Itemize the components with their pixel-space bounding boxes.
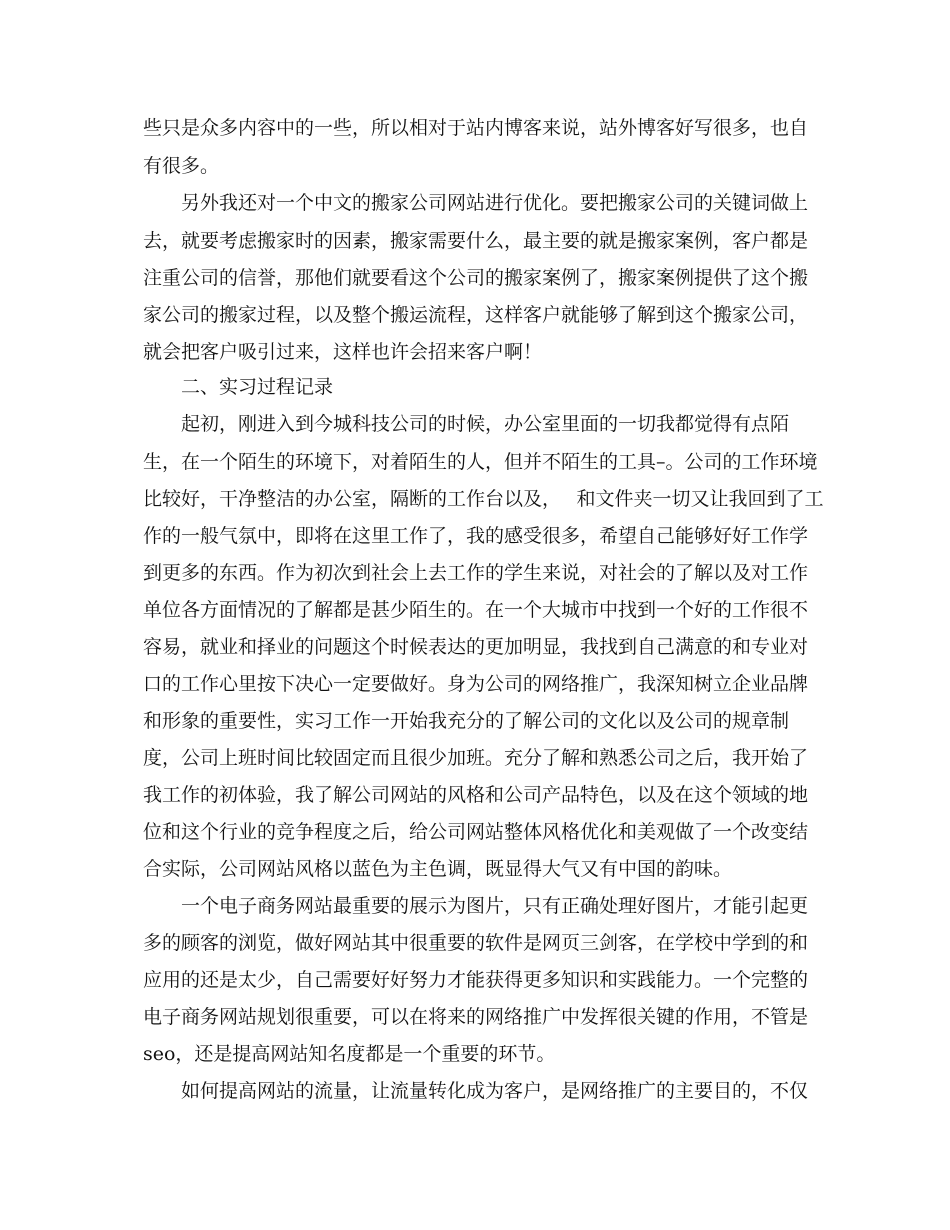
- text-line: seo，还是提高网站知名度都是一个重要的环节。: [143, 1043, 556, 1065]
- text-line: 到更多的东西。作为初次到社会上去工作的学生来说，对社会的了解以及对工作: [143, 562, 809, 584]
- paragraph-first-line: 另外我还对一个中文的搬家公司网站进行优化。要把搬家公司的关键词做上: [181, 192, 809, 214]
- text-line: 口的工作心里按下决心一定要做好。身为公司的网络推广，我深知树立企业品牌: [143, 673, 809, 695]
- paragraph-first-line: 起初，刚进入到今城科技公司的时候，办公室里面的一切我都觉得有点陌: [181, 413, 790, 435]
- text-line: 位和这个行业的竞争程度之后，给公司网站整体风格优化和美观做了一个改变结: [143, 821, 809, 843]
- text-line: 我工作的初体验，我了解公司网站的风格和公司产品特色，以及在这个领域的地: [143, 784, 809, 806]
- text-line: 和形象的重要性，实习工作一开始我充分的了解公司的文化以及公司的规章制: [143, 710, 790, 732]
- text-line: 应用的还是太少，自己需要好好努力才能获得更多知识和实践能力。一个完整的: [143, 969, 809, 991]
- text-line: 些只是众多内容中的一些，所以相对于站内博客来说，站外博客好写很多，也自: [143, 117, 809, 139]
- text-line: 合实际，公司网站风格以蓝色为主色调，既显得大气又有中国的韵味。: [143, 858, 733, 880]
- text-line: 去，就要考虑搬家时的因素，搬家需要什么，最主要的就是搬家案例，客户都是: [143, 230, 809, 252]
- text-line: 就会把客户吸引过来，这样也许会招来客户啊！: [143, 341, 543, 363]
- text-line: 单位各方面情况的了解都是甚少陌生的。在一个大城市中找到一个好的工作很不: [143, 599, 809, 621]
- text-line: 生，在一个陌生的环境下，对着陌生的人，但并不陌生的工具–。公司的工作环境: [143, 451, 818, 473]
- text-line: 有很多。: [143, 155, 220, 177]
- text-line: 电子商务网站规划很重要，可以在将来的网络推广中发挥很关键的作用，不管是: [143, 1006, 809, 1028]
- text-line: 多的顾客的浏览，做好网站其中很重要的软件是网页三剑客，在学校中学到的和: [143, 932, 809, 954]
- paragraph-first-line: 一个电子商务网站最重要的展示为图片，只有正确处理好图片，才能引起更: [181, 895, 809, 917]
- text-line: 度，公司上班时间比较固定而且很少加班。充分了解和熟悉公司之后，我开始了: [143, 747, 809, 769]
- paragraph-first-line: 如何提高网站的流量，让流量转化成为客户，是网络推广的主要目的，不仅: [181, 1080, 809, 1102]
- text-line: 家公司的搬家过程，以及整个搬运流程，这样客户就能够了解到这个搬家公司，: [143, 304, 809, 326]
- text-line: 比较好，干净整洁的办公室，隔断的工作台以及， 和文件夹一切又让我回到了工: [143, 488, 824, 510]
- text-line: 作的一般气氛中，即将在这里工作了，我的感受很多，希望自己能够好好工作学: [143, 525, 809, 547]
- section-heading: 二、实习过程记录: [181, 376, 334, 398]
- text-line: 容易，就业和择业的问题这个时候表达的更加明显，我找到自己满意的和专业对: [143, 636, 809, 658]
- text-line: 注重公司的信誉，那他们就要看这个公司的搬家案例了，搬家案例提供了这个搬: [143, 267, 809, 289]
